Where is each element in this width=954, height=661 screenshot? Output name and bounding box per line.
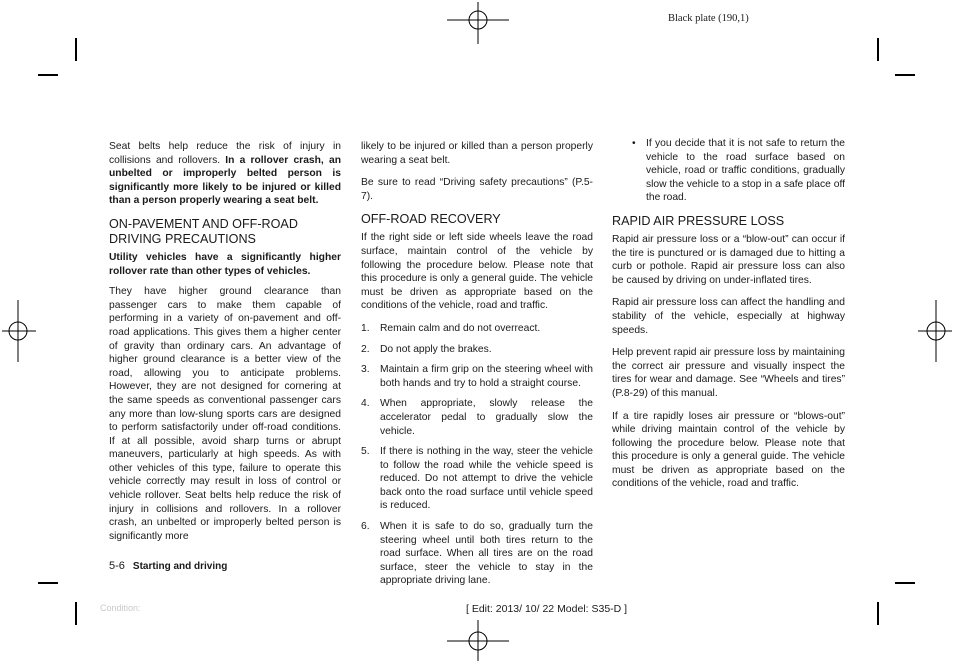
body-paragraph: They have higher ground clearance than passenger cars to make them capable of performing in a variety of on-pavement and off-road applications. This gives them a higher center of gravity than ordinary cars. An advantage of higher ground clearance is a better view of the road, allowing you to anticipate problems. However, they are not designed for cornering at the same speeds as conventional passenger cars any more than low-slung sports cars are designed to perform satisfactorily under off-road conditions. If at all possible, avoid sharp turns or abrupt maneuvers, particularly at high speeds. As with other vehicles of this type, failure to operate this vehicle correctly may result in loss of control or vehicle rollover. Seat belts help reduce the risk of injury in collisions and rollovers. In a rollover crash, an unbelted or improperly belted person is significantly more xyxy=(109,286,341,542)
list-item xyxy=(612,137,845,205)
list-item xyxy=(361,445,593,513)
intro-warning: In a rollover crash, an unbelted or improperly belted person is significantly more likely to be injured or killed than a person properly wearing a seat belt. xyxy=(109,154,341,207)
step-text: Do not apply the brakes. xyxy=(380,343,492,355)
step-number: 2. xyxy=(361,343,370,355)
list-item xyxy=(361,322,593,336)
column-middle xyxy=(361,140,593,595)
section-heading-rapid-air-pressure-loss: RAPID AIR PRESSURE LOSS xyxy=(612,213,785,228)
edit-info: [ Edit: 2013/ 10/ 22 Model: S35-D ] xyxy=(466,603,628,615)
list-item xyxy=(361,363,593,390)
condition-label: Condition: xyxy=(100,603,141,613)
page-number: 5-6 xyxy=(109,560,125,572)
step-number: 5. xyxy=(361,446,370,458)
section-heading-driving-precautions xyxy=(109,217,341,247)
recovery-intro: If the right side or left side wheels leave the road surface, maintain control of the vehicle by following the procedure below. Please note that this procedure is only a general guide. The vehicle must be driven as appropriate based on the conditions of the vehicle, road and traffic. xyxy=(361,232,593,312)
section-heading-off-road-recovery: OFF-ROAD RECOVERY xyxy=(361,212,501,227)
body-paragraph: If a tire rapidly loses air pressure or “blows-out” while driving maintain control of the vehicle by following the procedure below. Please note that this procedure is only a general guide. The vehicle must be driven as appropriate based on the conditions of the vehicle, road and traffic. xyxy=(612,410,845,490)
step-number: 6. xyxy=(361,521,370,533)
step-text: Maintain a firm grip on the steering wheel with both hands and try to hold a straight course. xyxy=(380,364,593,389)
crop-mark xyxy=(877,602,879,625)
continued-paragraph: likely to be injured or killed than a person properly wearing a seat belt. xyxy=(361,141,593,166)
heading-line: DRIVING PRECAUTIONS xyxy=(109,231,256,246)
crop-mark xyxy=(895,582,915,584)
plate-label: Black plate (190,1) xyxy=(668,13,749,24)
heading-line: ON-PAVEMENT AND OFF-ROAD xyxy=(109,216,298,231)
registration-mark-icon xyxy=(447,620,509,661)
section-name: Starting and driving xyxy=(132,561,228,572)
body-paragraph: Help prevent rapid air pressure loss by maintaining the correct air pressure and visually inspect the tires for wear and damage. See “Wheels and tires” (P.8-29) of this manual. xyxy=(612,347,845,399)
bullet-icon: • xyxy=(632,138,636,149)
intro-text: Seat belts help reduce the risk of injury in collisions and rollovers. xyxy=(109,141,341,166)
step-number: 1. xyxy=(361,322,370,334)
column-left xyxy=(109,140,341,552)
rollover-warning: Utility vehicles have a significantly higher rollover rate than other types of vehicles. xyxy=(109,251,341,277)
step-number: 4. xyxy=(361,398,370,410)
crop-mark xyxy=(75,38,77,61)
crop-mark xyxy=(38,582,58,584)
intro-paragraph xyxy=(109,140,341,208)
crop-mark xyxy=(75,602,77,625)
list-item xyxy=(361,343,593,357)
crop-mark xyxy=(38,74,58,76)
crop-mark xyxy=(895,74,915,76)
step-text: When it is safe to do so, gradually turn the steering wheel until both tires return to the road surface. When all tires are on the road surface, steer the vehicle to stay in the appropriate driving lane. xyxy=(380,521,593,587)
body-paragraph: Rapid air pressure loss or a “blow-out” can occur if the tire is punctured or is damaged due to hitting a curb or pothole. Rapid air pressure loss can also be caused by driving on under-inflated tires. xyxy=(612,233,845,286)
column-right xyxy=(612,137,845,500)
step-text: Remain calm and do not overreact. xyxy=(380,322,541,334)
list-item xyxy=(361,397,593,438)
recovery-steps xyxy=(361,322,593,588)
bullet-text: If you decide that it is not safe to return the vehicle to the road surface based on vehicle, road or traffic conditions, gradually slow the vehicle to a stop in a safe place off the road. xyxy=(646,138,845,204)
step-text: If there is nothing in the way, steer the vehicle to follow the road while the vehicle speed is reduced. Do not attempt to drive the vehicle back onto the road surface until vehicle speed is reduced. xyxy=(380,446,593,512)
registration-mark-icon xyxy=(2,300,36,362)
list-item xyxy=(361,520,593,588)
body-paragraph: Rapid air pressure loss can affect the handling and stability of the vehicle, especially at highway speeds. xyxy=(612,297,845,336)
reference-paragraph: Be sure to read “Driving safety precautions” (P.5-7). xyxy=(361,177,593,202)
registration-mark-icon xyxy=(918,300,952,362)
registration-mark-icon xyxy=(447,2,509,44)
step-number: 3. xyxy=(361,364,370,376)
step-text: When appropriate, slowly release the accelerator pedal to gradually slow the vehicle. xyxy=(380,398,593,437)
crop-mark xyxy=(877,38,879,61)
page-footer xyxy=(109,560,227,572)
